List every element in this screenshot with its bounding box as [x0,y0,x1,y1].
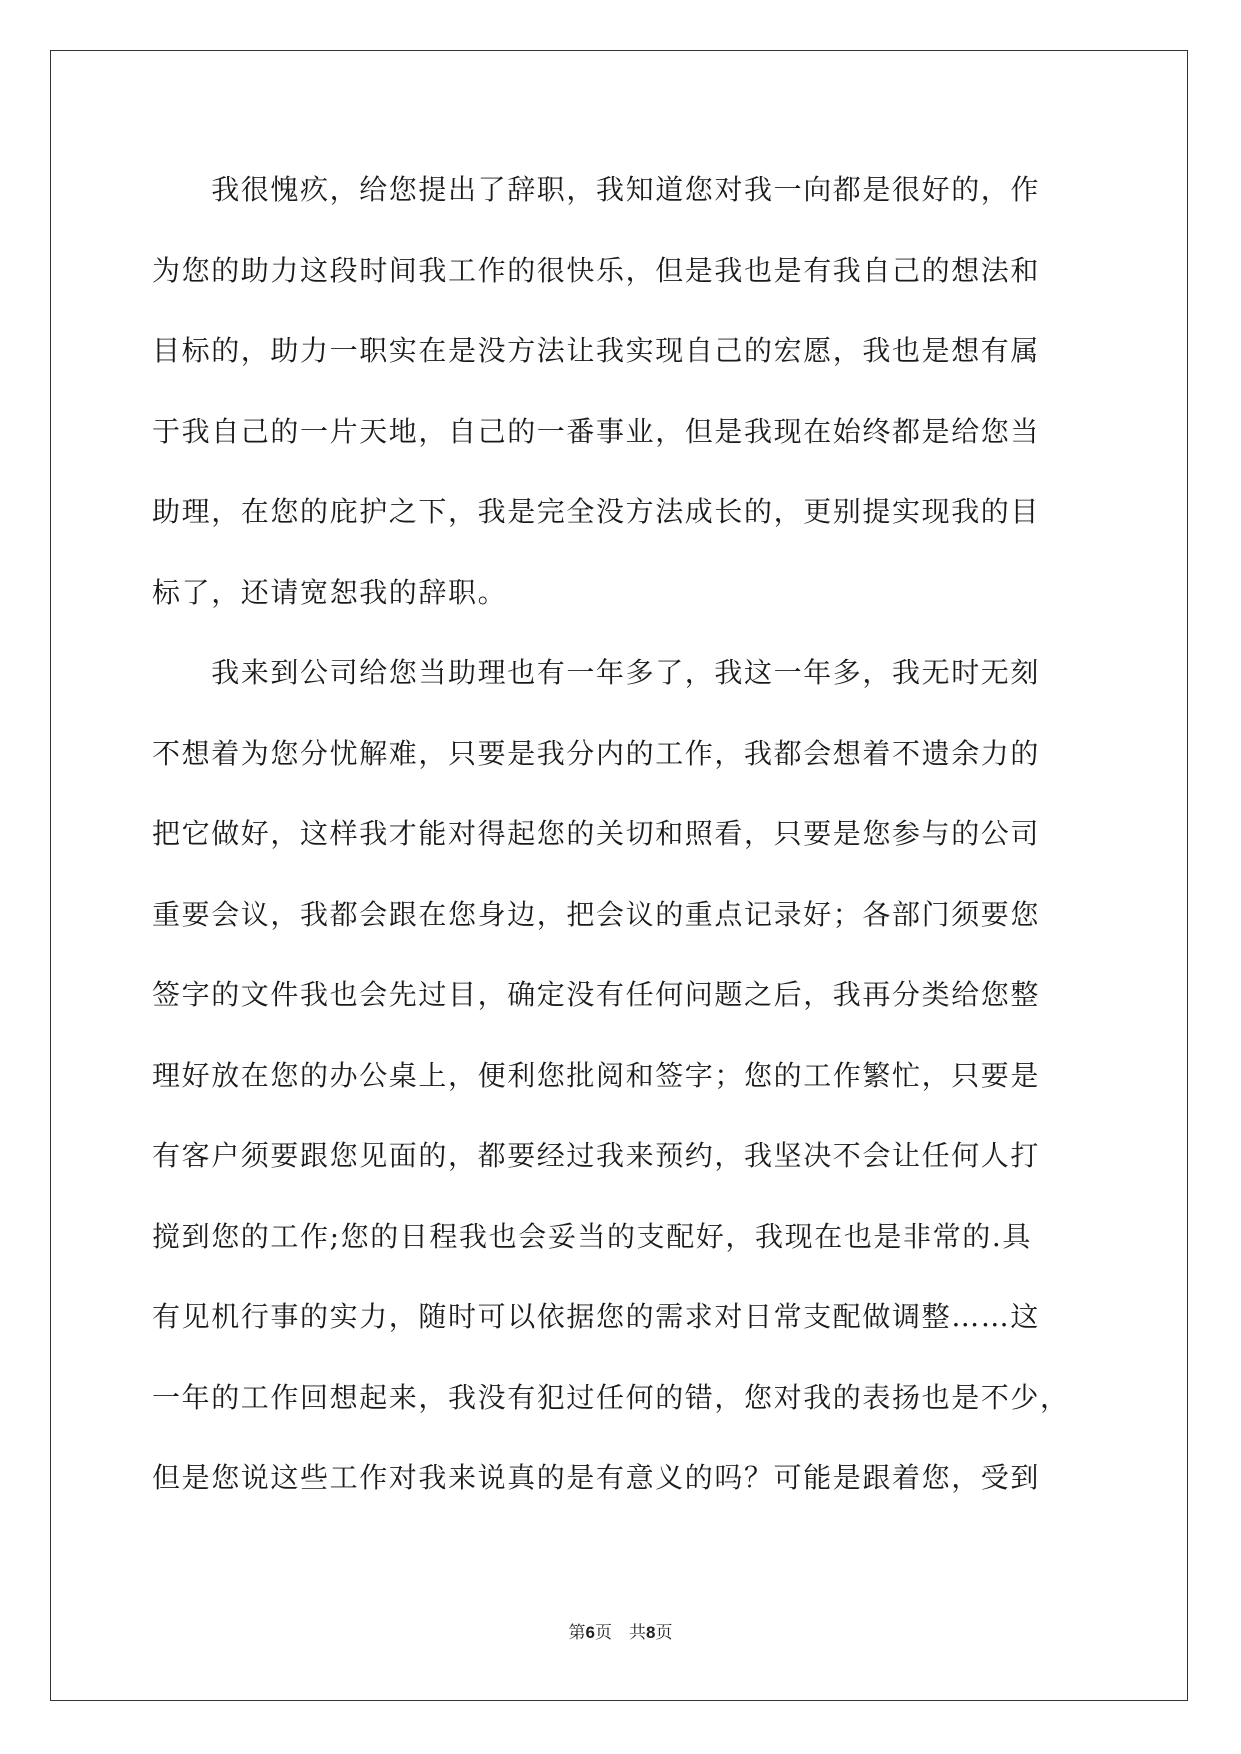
page-number-footer [0,1618,1241,1643]
text-line-3: 目标的，助力一职实在是没方法让我实现自己的宏愿，我也是想有属 [152,334,1041,367]
total-page-count: 8 [646,1623,656,1642]
footer-middle: 页 共 [595,1623,646,1643]
text-line-12: 理好放在您的办公桌上，便利您批阅和签字；您的工作繁忙，只要是 [152,1058,1041,1092]
text-line-8: 不想着为您分忧解难，只要是我分内的工作，我都会想着不遗余力的 [152,736,1041,770]
footer-prefix: 第 [568,1623,586,1643]
text-line-9: 把它做好，这样我才能对得起您的关切和照看，只要是您参与的公司 [152,817,1041,850]
text-line-16: 一年的工作回想起来，我没有犯过任何的错，您对我的表扬也是不少， [152,1380,1070,1414]
text-line-14: 搅到您的工作;您的日程我也会妥当的支配好，我现在也是非常的.具 [152,1219,1032,1253]
text-line-5: 助理，在您的庇护之下，我是完全没方法成长的，更别提实现我的目 [152,495,1041,528]
text-line-17: 但是您说这些工作对我来说真的是有意义的吗？可能是跟着您，受到 [152,1461,1041,1494]
footer-suffix: 页 [655,1623,673,1643]
text-line-10: 重要会议，我都会跟在您身边，把会议的重点记录好；各部门须要您 [152,897,1041,931]
text-line-15: 有见机行事的实力，随时可以依据您的需求对日常支配做调整……这 [152,1300,1041,1333]
text-line-13: 有客户须要跟您见面的，都要经过我来预约，我坚决不会让任何人打 [152,1139,1041,1172]
text-line-6: 标了，还请宽恕我的辞职。 [152,575,508,609]
text-line-11: 签字的文件我也会先过目，确定没有任何问题之后，我再分类给您整 [152,978,1041,1011]
text-line-4: 于我自己的一片天地，自己的一番事业，但是我现在始终都是给您当 [152,414,1041,448]
text-line-2: 为您的助力这段时间我工作的很快乐，但是我也是有我自己的想法和 [152,253,1041,287]
text-line-1: 我很愧疚，给您提出了辞职，我知道您对我一向都是很好的，作 [152,173,1041,206]
document-body [152,160,1088,1529]
text-line-7: 我来到公司给您当助理也有一年多了，我这一年多，我无时无刻 [152,656,1041,689]
current-page-number: 6 [585,1623,595,1642]
